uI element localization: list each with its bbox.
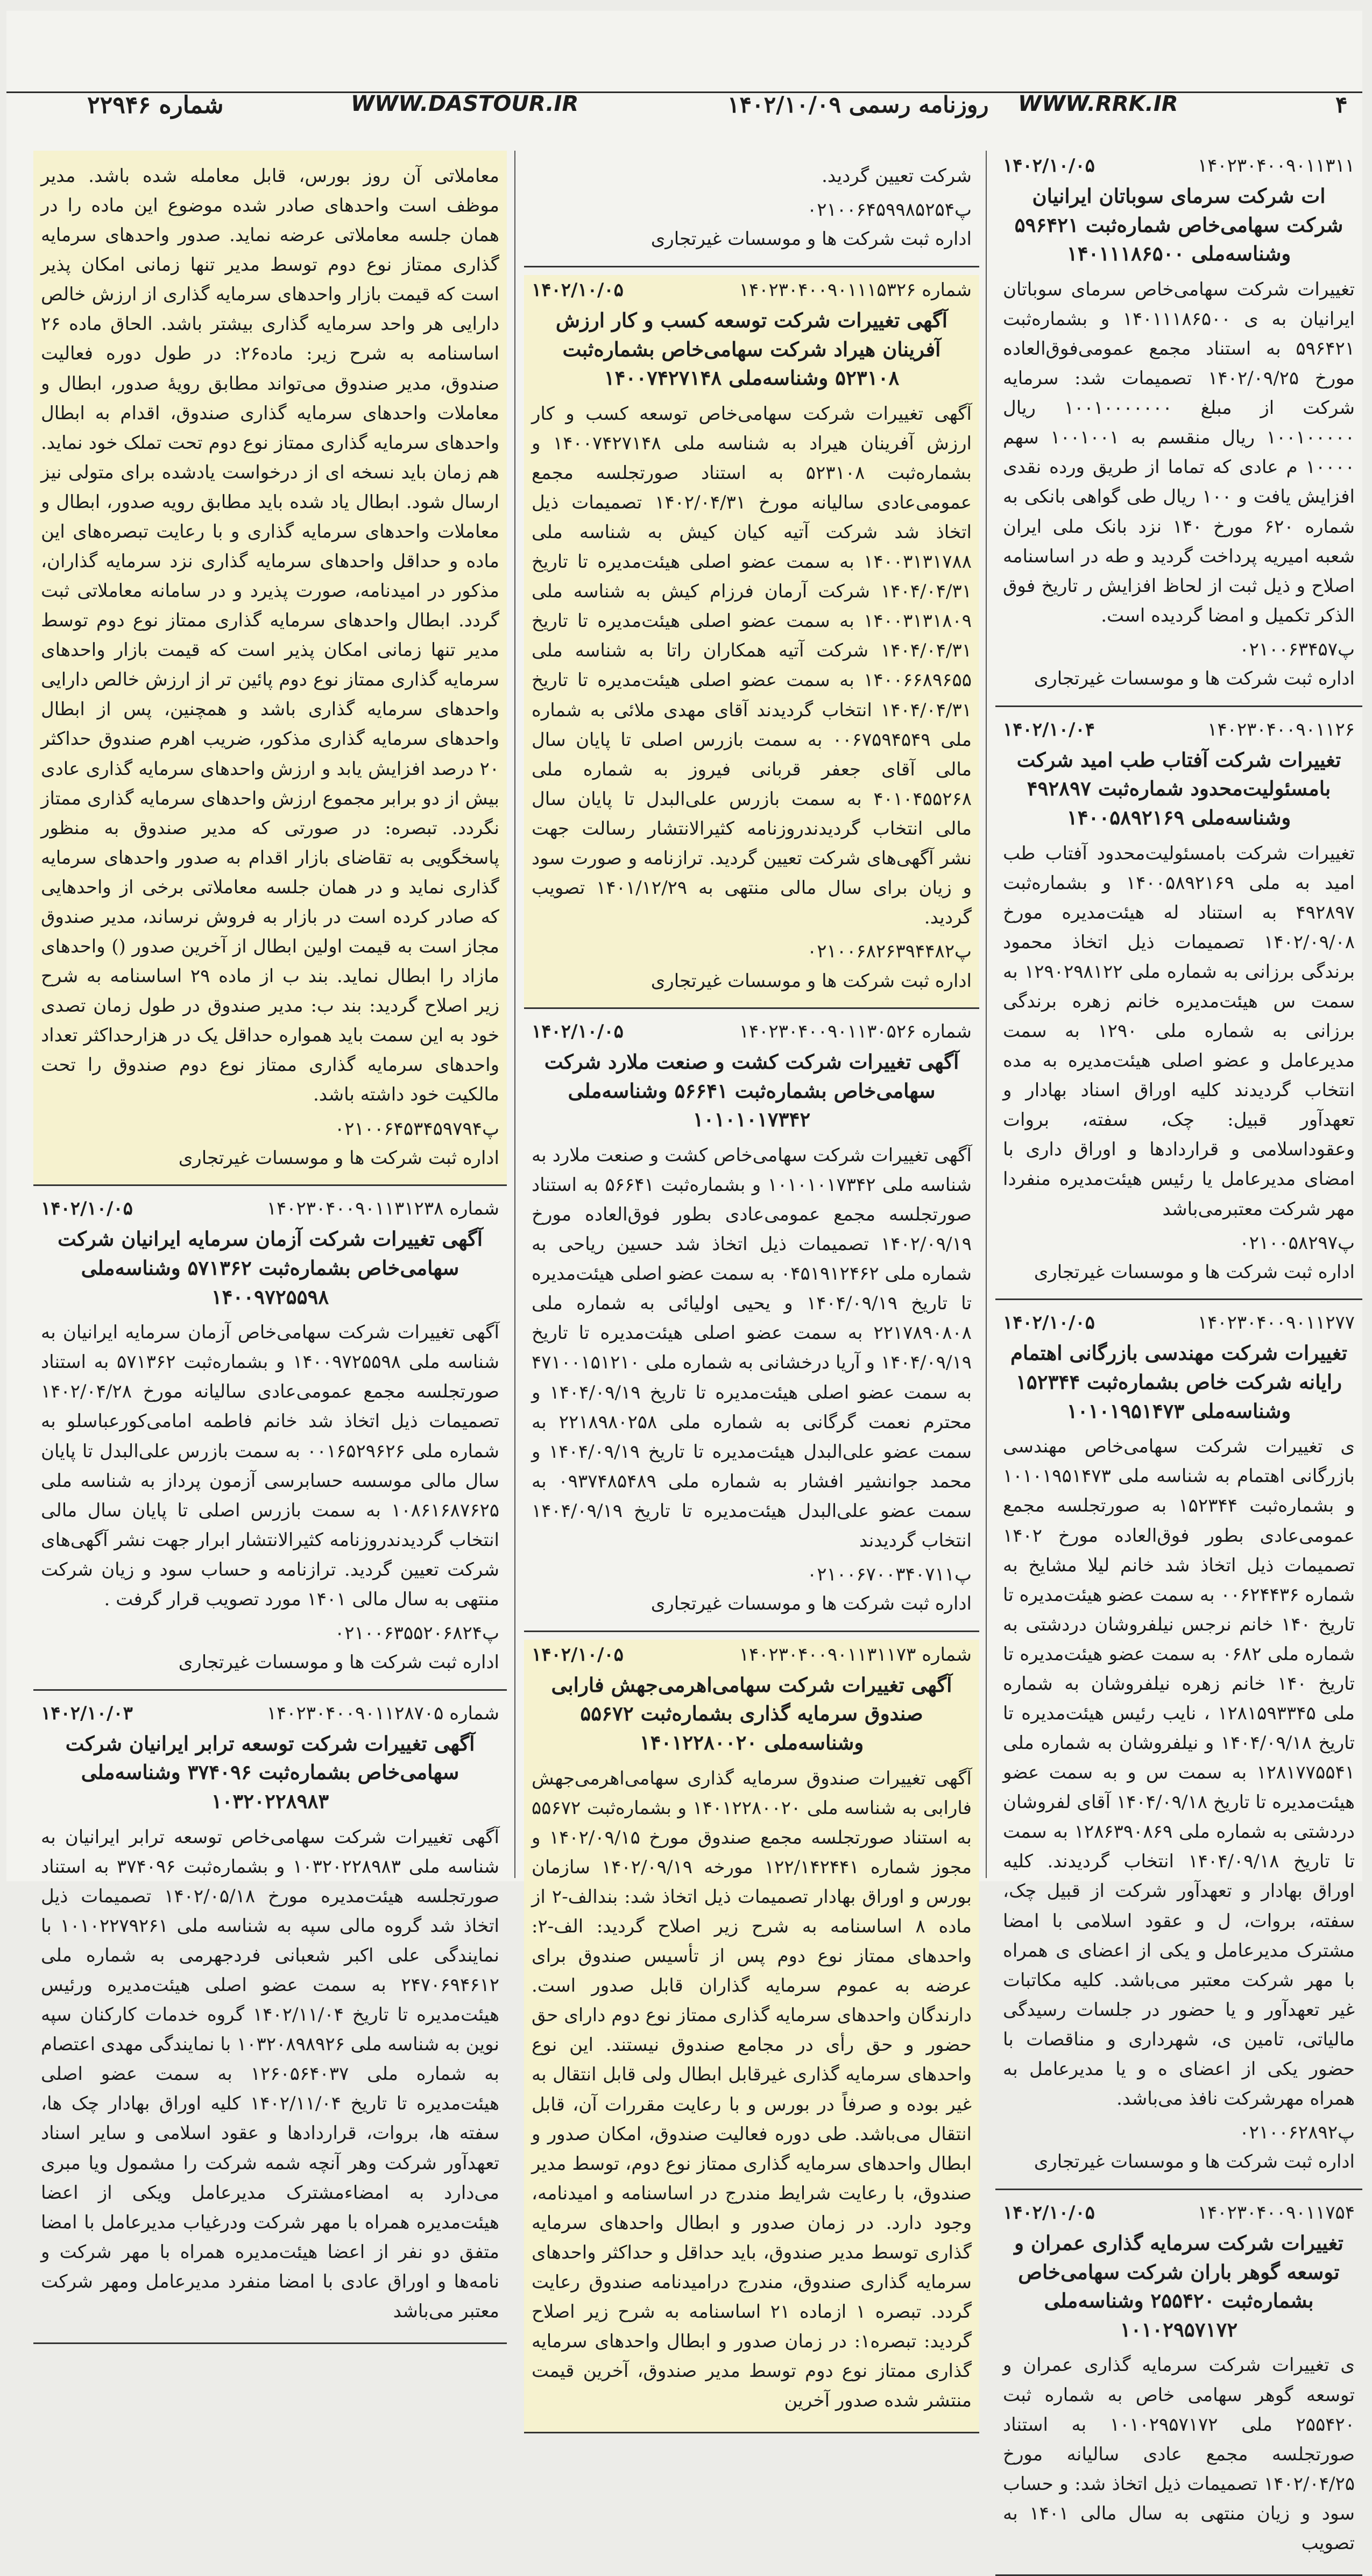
notice-reg-number: شماره ۱۴۰۲۳۰۴۰۰۹۰۱۱۳۰۵۲۶: [739, 1020, 972, 1042]
notice: [524, 275, 979, 1009]
notice: [33, 151, 507, 1186]
paper-title-date: روزنامه رسمی ۱۴۰۲/۱۰/۰۹: [727, 91, 989, 118]
notice-title: آگهی تغییرات شرکت سهامی‌اهرمی‌جهش فارابی صندوق سرمایه گذاری بشماره‌ثبت ۵۵۶۷۲ وشناسه‌ملی ۱۴۰۱۲۲۸۰۰۲۰: [551, 1672, 952, 1755]
notice-body: آگهی تغییرات شرکت سهامی‌خاص توسعه ترابر ایرانیان به شناسه ملی ۱۰۳۲۰۲۲۸۹۸۳ و بشماره‌ثبت ۳۷۴۰۹۶ به استناد صورتجلسه هیئت‌مدیره مورخ ۱۴۰۲/۰۵/۱۸ تصمیمات ذیل اتخاذ شد گروه مالی سپه به شناسه ملی ۱۰۱۰۲۲۷۹۲۶۱ با نمایندگی علی اکبر شعبانی فردجهرمی به شماره ملی ۲۴۷۰۶۹۴۶۱۲ به سمت عضو اصلی هیئت‌مدیره ورئیس هیئت‌مدیره تا تاریخ ۱۴۰۲/۱۱/۰۴ گروه خدمات کارکنان سپه نوین به شناسه ملی ۱۰۳۲۰۸۹۸۹۲۶ با نمایندگی مهدی اعتصام به شماره ملی ۱۲۶۰۵۶۴۰۳۷ به سمت عضو اصلی هیئت‌مدیره تا تاریخ ۱۴۰۲/۱۱/۰۴ کلیه اوراق بهادار چک ها، سفته ها، بروات، قراردادها و عقود اسلامی و سایر اسناد تعهدآور شرکت وهر آنچه شمه شرکت را مشمول ویا مبری می‌دارد به امضاءمشترک مدیرعامل ویکی از اعضا هیئت‌مدیره همراه با مهر شرکت ودرغیاب مدیرعامل با امضا متفق دو نفر از اعضا هیئت‌مدیره همراه با مهر شرکت و نامه‌ها و اوراق عادی با امضا منفرد مدیرعامل ومهر شرکت معتبر می‌باشد: [41, 1826, 499, 2322]
notice-code: پ۰۲۱۰۰۶۴۵۹۹۸۵۲۵۴: [807, 199, 972, 221]
notice-body: آگهی تغییرات شرکت سهامی‌خاص کشت و صنعت ملارد به شناسه ملی ۱۰۱۰۱۰۱۷۳۴۲ و بشماره‌ثبت ۵۶۶۴۱ به استناد صورتجلسه مجمع عمومی‌عادی بطور فوق‌العاده مورخ ۱۴۰۲/۰۹/۱۹ تصمیمات ذیل اتخاذ شد حسین ریاحی به شماره ملی ۰۴۵۱۹۱۲۴۶۲ به سمت عضو اصلی هیئت‌مدیره تا تاریخ ۱۴۰۴/۰۹/۱۹ و یحیی اولیائی به شماره ملی ۲۲۱۷۸۹۰۸۰۸ به سمت عضو اصلی هیئت‌مدیره تا تاریخ ۱۴۰۴/۰۹/۱۹ و آریا درخشانی به شماره ملی ۴۷۱۰۰۱۵۱۲۱۰ به سمت عضو اصلی هیئت‌مدیره تا تاریخ ۱۴۰۴/۰۹/۱۹ و محترم نعمت گرگانی به شماره ملی ۲۲۱۸۹۸۰۲۵۸ به سمت عضو علی‌البدل هیئت‌مدیره تا تاریخ ۱۴۰۴/۰۹/۱۹ و محمد جوانشیر افشار به شماره ملی ۰۹۳۷۴۸۵۴۸۹ به سمت عضو علی‌البدل هیئت‌مدیره تا تاریخ ۱۴۰۴/۰۹/۱۹ انتخاب گردیدند: [532, 1144, 972, 1551]
notice: [524, 151, 979, 267]
column-right: [995, 151, 1362, 2554]
notice-office: اداره ثبت شرکت ها و موسسات غیرتجاری: [178, 1652, 499, 1674]
notice-date: ۱۴۰۲/۱۰/۰۳: [41, 1702, 133, 1724]
notice-body: ی تغییرات شرکت سرمایه گذاری عمران و توسعه گوهر سهامی خاص به شماره ثبت ۲۵۵۴۲۰ ملی ۱۰۱۰۲۹۵۷۱۷۲ به استناد صورتجلسه مجمع عادی سالیانه مورخ ۱۴۰۲/۰۴/۲۵ تصمیمات ذیل اتخاذ شد: و حساب سود و زیان منتهی به سال مالی ۱۴۰۱ به تصویب: [1003, 2354, 1355, 2554]
notice-title: تغییرات شرکت آفتاب طب امید شرکت بامسئولیت‌محدود شماره‌ثبت ۴۹۲۸۹۷ وشناسه‌ملی ۱۴۰۰۵۸۹۲۱۶۹: [1016, 747, 1341, 829]
issue-number: شماره ۲۲۹۴۶: [87, 91, 224, 119]
column-middle: [524, 151, 979, 2412]
notice-office: اداره ثبت شرکت ها و موسسات غیرتجاری: [650, 1593, 972, 1615]
notice-body: معاملاتی آن روز بورس، قابل معامله شده باشد. مدیر موظف است واحدهای صادر شده موضوع این ماده را در همان جلسه معاملاتی عرضه نماید. صدور واحدهای سرمایه گذاری ممتاز نوع دوم توسط مدیر تنها زمانی امکان پذیر است که قیمت بازار واحدهای سرمایه گذاری از ارزش خالص دارایی هر واحد سرمایه گذاری بیشتر باشد. الحاق ماده ۲۶ اساسنامه به شرح زیر: ماده۲۶: در طول دوره فعالیت صندوق، مدیر صندوق می‌تواند مطابق رویهٔ صدور، ابطال و معاملات واحدهای سرمایه گذاری صندوق، اقدام به ابطال واحدهای سرمایه گذاری ممتاز نوع دوم تحت تملک خود نماید. هم زمان باید نسخه ای از درخواست یادشده برای متولی نیز ارسال شود. ابطال یاد شده باید مطابق رویه صدور، ابطال و معاملات واحدهای سرمایه گذاری و با رعایت تبصره‌های این ماده و حداقل واحدهای سرمایه گذاری نزد سرمایه گذاران، مذکور در امیدنامه، صورت پذیرد و در سامانه معاملاتی ثبت گردد. ابطال واحدهای سرمایه گذاری ممتاز نوع دوم توسط مدیر تنها زمانی امکان پذیر است که قیمت بازار واحدهای سرمایه گذاری ممتاز نوع دوم پائین تر از ارزش خالص دارایی واحدهای سرمایه گذاری باشد و همچنین، پس از ابطال واحدهای سرمایه گذاری مذکور، ضریب اهرم صندوق حداکثر ۲۰ درصد افزایش یابد و ارزش واحدهای سرمایه گذاری عادی بیش از دو برابر مجموع ارزش واحدهای سرمایه گذاری ممتاز نگردد. تبصره: در صورتی که مدیر صندوق به منظور پاسخگویی به تقاضای بازار اقدام به صدور واحدهای سرمایه گذاری نماید و در همان جلسه معاملاتی برخی از واحدهایی که صادر کرده است در بازار به فروش نرساند، مدیر صندوق مجاز است به قیمت اولین ابطال از آخرین صدور () واحدهای مازاد را ابطال نماید. بند ب از ماده ۲۹ اساسنامه به شرح زیر اصلاح گردید: بند ب: مدیر صندوق در طول زمان تصدی خود به این سمت باید همواره حداقل یک در هزارحداکثر تعداد واحدهای سرمایه گذاری ممتاز نوع دوم صندوق را تحت مالکیت خود داشته باشد.: [41, 165, 499, 1106]
column-divider: [986, 151, 987, 1878]
notice-code: پ۰۲۱۰۰۶۳۵۵۲۰۶۸۲۴: [335, 1622, 499, 1644]
notice-office: اداره ثبت شرکت ها و موسسات غیرتجاری: [650, 228, 972, 250]
column-left: [33, 151, 507, 2322]
notice-reg-number: ۱۴۰۲۳۰۴۰۰۹۰۱۱۳۱۱: [1197, 155, 1355, 177]
notice-reg-number: شماره ۱۴۰۲۳۰۴۰۰۹۰۱۱۱۵۳۲۶: [739, 279, 972, 301]
notice-code: پ۰۲۱۰۰۶۷۰۰۳۴۰۷۱۱: [807, 1563, 972, 1585]
notice-reg-number: شماره ۱۴۰۲۳۰۴۰۰۹۰۱۱۳۱۲۳۸: [266, 1198, 499, 1220]
notice: [995, 715, 1362, 1301]
notice: [995, 1308, 1362, 2190]
notice-body: تغییرات شرکت سهامی‌خاص سرمای سوباتان ایرانیان به ی ۱۴۰۱۱۱۸۶۵۰۰ و بشماره‌ثبت ۵۹۶۴۲۱ به استناد مجمع عمومی‌فوق‌العاده مورخ ۱۴۰۲/۰۹/۲۵ تصمیمات شد: سرمایه شرکت از مبلغ ۱۰۰۱۰۰۰۰۰۰۰ ریال ۱۰۰۱۰۰۰۰۰ ریال منقسم به ۱۰۰۱۰۰۱ سهم ۱۰۰۰۰ م عادی که تماما از طریق ورده نقدی افزایش یافت و ۱۰۰ ریال طی گواهی بانکی به شماره ۶۲۰ مورخ ۱۴۰ نزد بانک ملی ایران شعبه امیریه پرداخت گردید و طه در اساسنامه اصلاح و ذیل ثبت از لحاظ افزایش ر تاریخ فوق الذکر تکمیل و امضا گردیده است.: [1003, 278, 1355, 626]
notice-title: ات شرکت سرمای سوباتان ایرانیان شرکت سهامی‌خاص شماره‌ثبت ۵۹۶۴۲۱ وشناسه‌ملی ۱۴۰۱۱۱۸۶۵۰۰: [1014, 184, 1343, 266]
column-divider: [514, 151, 515, 1878]
site-dastour[interactable]: WWW.DASTOUR.IR: [351, 91, 579, 116]
notice-code: پ۰۲۱۰۰۶۴۵۳۴۵۹۷۹۴: [335, 1118, 499, 1140]
notice-code: پ۰۲۱۰۰۶۳۴۵۷: [1239, 638, 1355, 660]
notice-title: تغییرات شرکت مهندسی بازرگانی اهتمام رایانه شرکت خاص بشماره‌ثبت ۱۵۲۳۴۴ وشناسه‌ملی ۱۰۱۰۱۹۵۱۴۷۳: [1010, 1341, 1348, 1423]
notice-date: ۱۴۰۲/۱۰/۰۵: [1003, 1312, 1095, 1334]
notice-date: ۱۴۰۲/۱۰/۰۵: [532, 1643, 624, 1665]
notice-title: آگهی تغییرات شرکت آزمان سرمایه ایرانیان شرکت سهامی‌خاص بشماره‌ثبت ۵۷۱۳۶۲ وشناسه‌ملی ۱۴۰۰۹۷۲۵۵۹۸: [57, 1227, 483, 1309]
notice-title: آگهی تغییرات شرکت توسعه کسب و کار ارزش آفرینان هیراد شرکت سهامی‌خاص بشماره‌ثبت ۵۲۳۱۰۸ وشناسه‌ملی ۱۴۰۰۷۴۲۷۱۴۸: [555, 308, 948, 390]
notice-reg-number: ۱۴۰۲۳۰۴۰۰۹۰۱۱۲۷۷: [1197, 1312, 1355, 1334]
notice-reg-number: ۱۴۰۲۳۰۴۰۰۹۰۱۱۲۶: [1207, 718, 1355, 740]
notice-body: آگهی تغییرات شرکت سهامی‌خاص آزمان سرمایه ایرانیان به شناسه ملی ۱۴۰۰۹۷۲۵۵۹۸ و بشماره‌ثبت ۵۷۱۳۶۲ به استناد صورتجلسه مجمع عمومی‌عادی سالیانه مورخ ۱۴۰۲/۰۴/۲۸ تصمیمات ذیل اتخاذ شد خانم فاطمه امامی‌کورعباسلو به شماره ملی ۰۰۱۶۵۲۹۶۲۶ به سمت بازرس علی‌البدل تا پایان سال مالی موسسه حسابرسی آزمون پرداز به شناسه ملی ۱۰۸۶۱۶۸۷۶۲۵ به سمت بازرس اصلی تا پایان سال مالی انتخاب گردیدندروزنامه کثیرالانتشار ابرار جهت نشر آگهی‌های شرکت تعیین گردید. ترازنامه و حساب سود و زیان شرکت منتهی به سال مالی ۱۴۰۱ مورد تصویب قرار گرفت .: [41, 1322, 499, 1610]
notice-reg-number: شماره ۱۴۰۲۳۰۴۰۰۹۰۱۱۲۸۷۰۵: [266, 1702, 499, 1724]
notice-date: ۱۴۰۲/۱۰/۰۵: [532, 1020, 624, 1042]
notice-body: آگهی تغییرات شرکت سهامی‌خاص توسعه کسب و کار ارزش آفرینان هیراد به شناسه ملی ۱۴۰۰۷۴۲۷۱۴۸ و بشماره‌ثبت ۵۲۳۱۰۸ به استناد صورتجلسه مجمع عمومی‌عادی سالیانه مورخ ۱۴۰۲/۰۴/۳۱ تصمیمات ذیل اتخاذ شد شرکت آتیه کیان کیش به شناسه ملی ۱۴۰۰۳۱۳۱۷۸۸ به سمت عضو اصلی هیئت‌مدیره تا تاریخ ۱۴۰۴/۰۴/۳۱ شرکت آرمان فرزام کیش به شناسه ملی ۱۴۰۰۳۱۳۱۸۰۹ به سمت عضو اصلی هیئت‌مدیره تا تاریخ ۱۴۰۴/۰۴/۳۱ شرکت آتیه همکاران راتا به شناسه ملی ۱۴۰۰۶۶۸۹۶۵۵ به سمت عضو اصلی هیئت‌مدیره تا تاریخ ۱۴۰۴/۰۴/۳۱ انتخاب گردیدند آقای مهدی ملائی به شماره ملی ۰۰۶۷۵۹۴۵۴۹ به سمت بازرس اصلی تا پایان سال مالی آقای جعفر قربانی فیروز به شماره ملی ۴۰۱۰۴۵۵۲۶۸ به سمت بازرس علی‌البدل تا پایان سال مالی انتخاب گردیدندروزنامه کثیرالانتشار رسالت جهت نشر آگهی‌های شرکت تعیین گردید. ترازنامه و صورت سود و زیان برای سال مالی منتهی به ۱۴۰۱/۱۲/۲۹ تصویب گردید.: [532, 403, 972, 929]
notice-title: آگهی تغییرات شرکت کشت و صنعت ملارد شرکت سهامی‌خاص بشماره‌ثبت ۵۶۶۴۱ وشناسه‌ملی ۱۰۱۰۱۰۱۷۳۴۲: [544, 1049, 959, 1132]
notice-body: ی تغییرات شرکت سهامی‌خاص مهندسی بازرگانی اهتمام به شناسه ملی ۱۰۱۰۱۹۵۱۴۷۳ و بشماره‌ثبت ۱۵۲۳۴۴ به صورتجلسه مجمع عمومی‌عادی بطور فوق‌العاده مورخ ۱۴۰۲ تصمیمات ذیل اتخاذ شد خانم لیلا مشایخ به شماره ۰۰۶۲۴۴۳۶ به سمت عضو هیئت‌مدیره تا تاریخ ۱۴۰ خانم نرجس نیلفروشان دردشتی به شماره ملی ۰۶۸۲ به سمت عضو هیئت‌مدیره تا تاریخ ۱۴۰ خانم زهره نیلفروشان به شماره ملی ۱۲۸۱۵۹۳۳۴۵ ، نایب رئیس هیئت‌مدیره تا تاریخ ۱۴۰۴/۰۹/۱۸ و نیلفروشان به شماره ملی ۱۲۸۱۷۷۵۵۴۱ به سمت س و به سمت عضو هیئت‌مدیره تا تاریخ ۱۴۰۴/۰۹/۱۸ آقای لفروشان دردشتی به شماره ملی ۱۲۸۶۳۹۰۸۶۹ به سمت تا تاریخ ۱۴۰۴/۰۹/۱۸ انتخاب گردیدند. کلیه اوراق بهادار و تعهدآور شرکت از قبیل چک، سفته، بروات، ل و عقود اسلامی با امضا مشترک مدیرعامل و یکی از اعضای ی همراه با مهر شرکت معتبر می‌باشد. کلیه مکاتبات غیر تعهدآور و یا حضور در جلسات رسیدگی مالیاتی، تامین ی، شهرداری و مناقصات با حضور یکی از اعضای ه و یا مدیرعامل به همراه مهرشرکت نافذ می‌باشد.: [1003, 1436, 1355, 2109]
notice-reg-number: ۱۴۰۲۳۰۴۰۰۹۰۱۱۷۵۴: [1197, 2201, 1355, 2224]
notice: [995, 2198, 1362, 2576]
notice: [995, 151, 1362, 707]
notice-body: شرکت تعیین گردید.: [822, 165, 972, 187]
notice-title: آگهی تغییرات شرکت توسعه ترابر ایرانیان شرکت سهامی‌خاص بشماره‌ثبت ۳۷۴۰۹۶ وشناسه‌ملی ۱۰۳۲۰۲۲۸۹۸۳: [65, 1731, 475, 1813]
notice-office: اداره ثبت شرکت ها و موسسات غیرتجاری: [178, 1147, 499, 1169]
notice-code: پ۰۲۱۰۰۵۸۲۹۷: [1239, 1232, 1355, 1254]
notice: [524, 1017, 979, 1632]
page-header: [6, 11, 1362, 119]
site-rrk[interactable]: WWW.RRK.IR: [1018, 91, 1178, 116]
notice: [33, 1194, 507, 1690]
notice-code: پ۰۲۱۰۰۶۸۲۶۳۹۴۴۸۲: [807, 941, 972, 963]
notice-reg-number: شماره ۱۴۰۲۳۰۴۰۰۹۰۱۱۳۱۱۷۳: [739, 1643, 972, 1665]
notice-office: اداره ثبت شرکت ها و موسسات غیرتجاری: [1034, 1261, 1355, 1283]
notice: [524, 1640, 979, 2434]
notice: [33, 1698, 507, 2344]
notice-date: ۱۴۰۲/۱۰/۰۵: [1003, 155, 1095, 177]
notice-title: تغییرات شرکت سرمایه گذاری عمران و توسعه گوهر باران شرکت سهامی‌خاص بشماره‌ثبت ۲۵۵۴۲۰ وشناسه‌ملی ۱۰۱۰۲۹۵۷۱۷۲: [1014, 2231, 1343, 2341]
notice-office: اداره ثبت شرکت ها و موسسات غیرتجاری: [1034, 2151, 1355, 2173]
notice-date: ۱۴۰۲/۱۰/۰۵: [532, 279, 624, 301]
notice-body: آگهی تغییرات صندوق سرمایه گذاری سهامی‌اهرمی‌جهش فارابی به شناسه ملی ۱۴۰۱۲۲۸۰۰۲۰ و بشماره‌ثبت ۵۵۶۷۲ به استناد صورتجلسه مجمع صندوق مورخ ۱۴۰۲/۰۹/۱۵ و مجوز شماره ۱۲۲/۱۴۲۴۴۱ مورخه ۱۴۰۲/۰۹/۱۹ سازمان بورس و اوراق بهادار تصمیمات ذیل اتخاذ شد: بندالف-۲ از ماده ۸ اساسنامه به شرح زیر اصلاح گردید: الف-۲: واحدهای ممتاز نوع دوم پس از تأسیس صندوق برای عرضه به عموم سرمایه گذاران قابل صدور است. دارندگان واحدهای سرمایه گذاری ممتاز نوع دوم دارای حق حضور و حق رأی در مجامع صندوق نیستند. این نوع واحدهای سرمایه گذاری غیرقابل ابطال ولی قابل انتقال به غیر بوده و صرفاً در بورس و با رعایت مقررات آن، قابل انتقال می‌باشد. طی دوره فعالیت صندوق، امکان صدور و ابطال واحدهای سرمایه گذاری ممتاز نوع دوم، توسط مدیر صندوق، با رعایت شرایط مندرج در اساسنامه و امیدنامه، وجود دارد. در زمان صدور و ابطال واحدهای سرمایه گذاری توسط مدیر صندوق، باید حداقل و حداکثر واحدهای سرمایه گذاری صندوق، مندرج درامیدنامه صندوق رعایت گردد. تبصره ۱ ازماده ۲۱ اساسنامه به شرح زیر اصلاح گردید: تبصره۱: در زمان صدور و ابطال واحدهای سرمایه گذاری ممتاز نوع دوم توسط مدیر صندوق، آخرین قیمت منتشر شده صدور آخرین: [532, 1767, 972, 2412]
notice-office: اداره ثبت شرکت ها و موسسات غیرتجاری: [1034, 668, 1355, 690]
page-number: ۴: [1335, 91, 1348, 118]
notice-date: ۱۴۰۲/۱۰/۰۴: [1003, 718, 1095, 740]
notice-body: تغییرات شرکت بامسئولیت‌محدود آفتاب طب امید به ملی ۱۴۰۰۵۸۹۲۱۶۹ و بشماره‌ثبت ۴۹۲۸۹۷ به استناد له هیئت‌مدیره مورخ ۱۴۰۲/۰۹/۰۸ تصمیمات ذیل اتخاذ محمود برندگی برزانی به شماره ملی ۱۲۹۰۲۹۸۱۲۲ به سمت س هیئت‌مدیره خانم زهره برندگی برزانی به شماره ملی ۱۲۹۰ به سمت مدیرعامل و عضو اصلی هیئت‌مدیره به مده انتخاب گردیدند کلیه اوراق اسناد بهادار و تعهدآور قبیل: چک، سفته، بروات وعقوداسلامی و قراردادها و اوراق داری با امضای مدیرعامل یا رئیس هیئت‌مدیره منفردا مهر شرکت معتبرمی‌باشد: [1003, 842, 1355, 1220]
notice-date: ۱۴۰۲/۱۰/۰۵: [41, 1198, 133, 1220]
notice-code: پ۰۲۱۰۰۶۲۸۹۲: [1239, 2122, 1355, 2144]
notice-office: اداره ثبت شرکت ها و موسسات غیرتجاری: [650, 970, 972, 992]
newspaper-page: [6, 11, 1362, 2554]
notice-date: ۱۴۰۲/۱۰/۰۵: [1003, 2201, 1095, 2224]
